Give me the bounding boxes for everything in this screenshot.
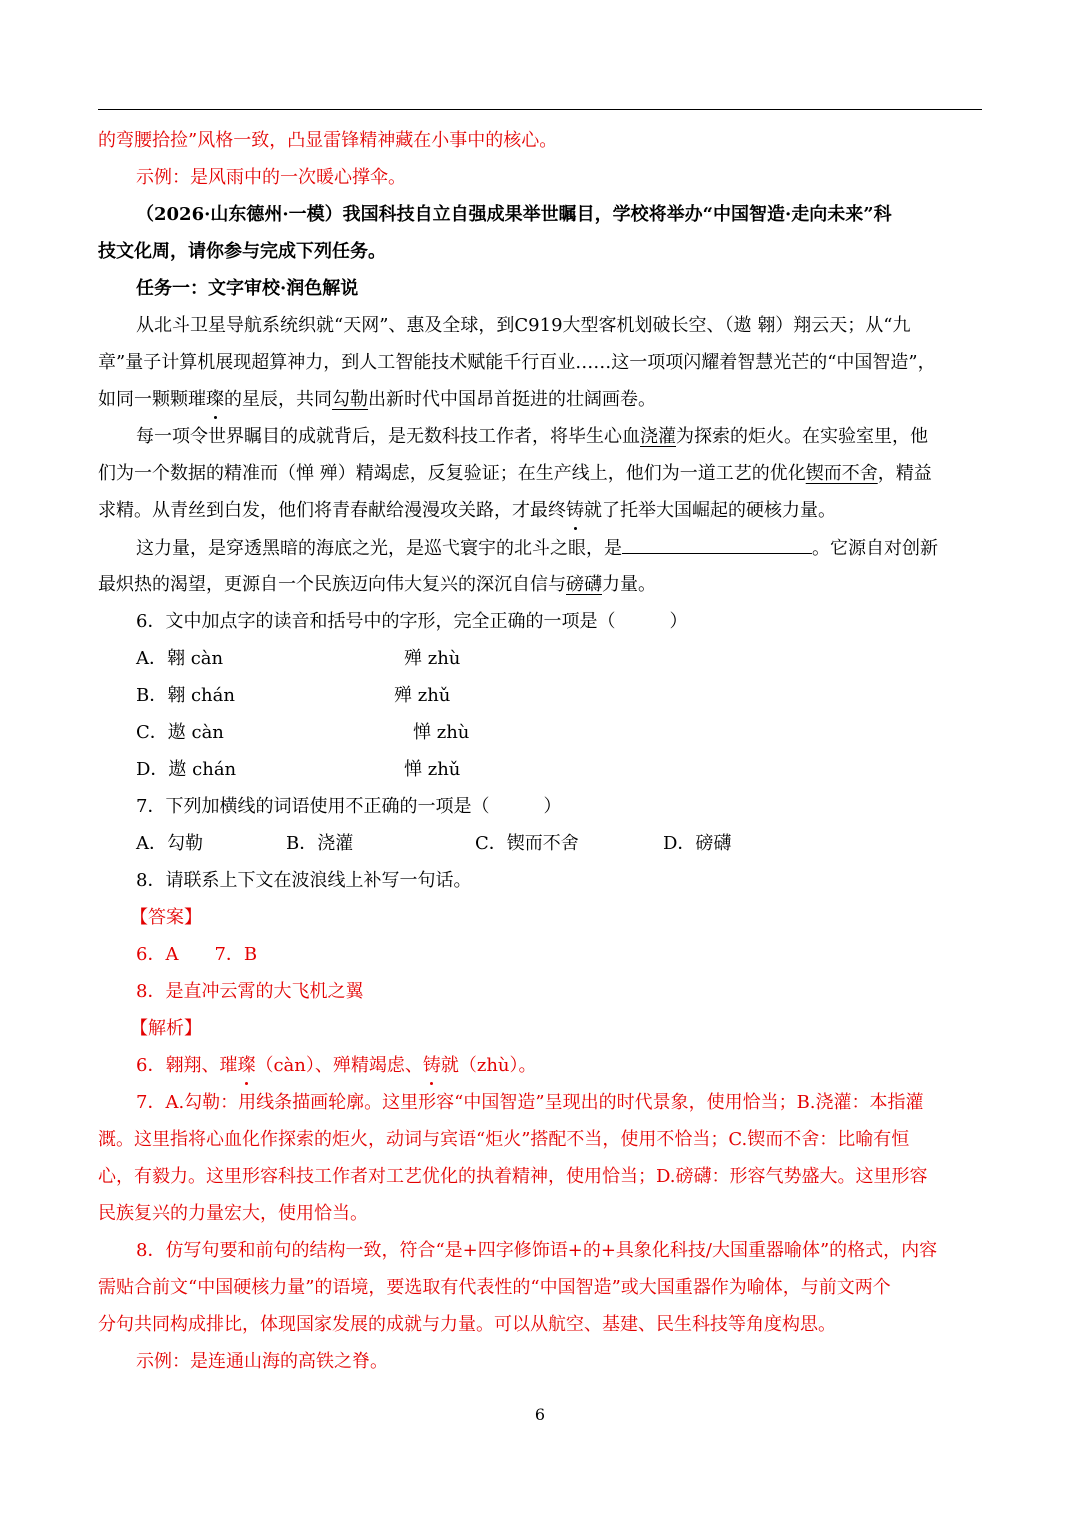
example-line: 示例：是风雨中的一次暖心撑伞。	[136, 167, 406, 188]
explanation-line: 民族复兴的力量宏大，使用恰当。	[98, 1203, 368, 1224]
dotted-char: 璨	[206, 387, 224, 413]
question-intro: （2026·山东德州·一模）我国科技自立自强成果举世瞩目，学校将举办“中国智造·走向未来”科	[136, 204, 892, 225]
explanation-line: 7．A.勾勒：用线条描画轮廓。这里形容“中国智造”呈现出的时代景象，使用恰当；B.浇灌：本指灌	[136, 1092, 924, 1113]
explanation-line: 需贴合前文“中国硬核力量”的语境，要选取有代表性的“中国智造”或大国重器作为喻体，与前文两个	[98, 1277, 891, 1298]
passage-line: 这力量，是穿透黑暗的海底之光，是巡弋寰宇的北斗之眼，是 。它源自对创新	[136, 535, 938, 562]
underlined-word: 浇灌	[640, 426, 676, 447]
underlined-word: 勾勒	[332, 389, 368, 410]
passage-line: 章”量子计算机展现超算神力，到人工智能技术赋能千行百业……这一项项闪耀着智慧光芒的“中国智造”，	[98, 352, 936, 373]
q7-option-c: C．锲而不舍	[475, 833, 579, 854]
q7-option-b: B．浇灌	[286, 833, 354, 854]
page-number: 6	[534, 1405, 546, 1424]
passage-line: 每一项令世界瞩目的成就背后，是无数科技工作者，将毕生心血浇灌为探索的炬火。在实验室里，他	[136, 426, 928, 447]
dotted-char: 铸	[566, 498, 584, 524]
option-a: A．翱 càn	[136, 648, 224, 669]
option-c: C．遨 càn	[136, 722, 224, 743]
explanation-line: 8．仿写句要和前句的结构一致，符合“是+四字修饰语+的+具象化科技/大国重器喻体”的格式，内容	[136, 1240, 938, 1261]
explanation-line: 分句共同构成排比，体现国家发展的成就与力量。可以从航空、基建、民生科技等角度构思。	[98, 1314, 836, 1335]
passage-line: 们为一个数据的精准而（惮 殚）精竭虑，反复验证；在生产线上，他们为一道工艺的优化锲而不舍，精益	[98, 463, 932, 484]
q7-option-d: D．磅礴	[663, 833, 732, 854]
question-6: 6．文中加点字的读音和括号中的字形，完全正确的一项是（ ）	[136, 611, 688, 632]
option-d: D．遨 chán	[136, 759, 237, 780]
explanation-line: 心，有毅力。这里形容科技工作者对工艺优化的执着精神，使用恰当；D.磅礴：形容气势盛大。这里形容	[98, 1166, 928, 1187]
explanation-line: 溉。这里指将心血化作探索的炬火，动词与宾语“炬火”搭配不当，使用不恰当；C.锲而不舍：比喻有恒	[98, 1129, 910, 1150]
option-b-part2: 殚 zhǔ	[394, 685, 451, 706]
passage-line: 最炽热的渴望，更源自一个民族迈向伟大复兴的深沉自信与磅礴力量。	[98, 574, 656, 595]
answer-heading: 【答案】	[130, 907, 202, 928]
answer-line: 8．是直冲云霄的大飞机之翼	[136, 981, 364, 1002]
explanation-heading: 【解析】	[130, 1018, 202, 1039]
option-c-part2: 惮 zhù	[413, 722, 470, 743]
passage-line: 如同一颗颗璀璨的星辰，共同勾勒出新时代中国昂首挺进的壮阔画卷。	[98, 387, 656, 413]
q7-option-a: A．勾勒	[136, 833, 203, 854]
dotted-char: 璨	[237, 1053, 255, 1079]
explanation-line: 6．翱翔、璀璨（càn）、殚精竭虑、铸就（zhù）。	[136, 1053, 537, 1079]
header-rule	[98, 109, 982, 110]
underlined-word: 锲而不舍	[805, 463, 878, 484]
wavy-blank	[622, 535, 812, 554]
dotted-char: 铸	[423, 1053, 441, 1079]
option-d-part2: 惮 zhǔ	[404, 759, 461, 780]
paragraph-line: 的弯腰拾捡”风格一致，凸显雷锋精神藏在小事中的核心。	[98, 130, 558, 151]
explanation-example: 示例：是连通山海的高铁之脊。	[136, 1351, 388, 1372]
passage-line: 从北斗卫星导航系统织就“天网”、惠及全球，到C919大型客机划破长空、（遨 翱）翔云天；从“九	[136, 315, 911, 336]
answer-line: 6．A 7．B	[136, 944, 258, 965]
underlined-word: 磅礴	[566, 574, 602, 595]
question-7: 7．下列加横线的词语使用不正确的一项是（ ）	[136, 796, 562, 817]
question-8: 8．请联系上下文在波浪线上补写一句话。	[136, 870, 472, 891]
task-title: 任务一：文字审校·润色解说	[136, 278, 359, 299]
option-a-part2: 殚 zhù	[404, 648, 461, 669]
option-b: B．翱 chán	[136, 685, 235, 706]
question-intro-cont: 技文化周，请你参与完成下列任务。	[98, 241, 386, 262]
passage-line: 求精。从青丝到白发，他们将青春献给漫漫攻关路，才最终铸就了托举大国崛起的硬核力量。	[98, 498, 836, 524]
